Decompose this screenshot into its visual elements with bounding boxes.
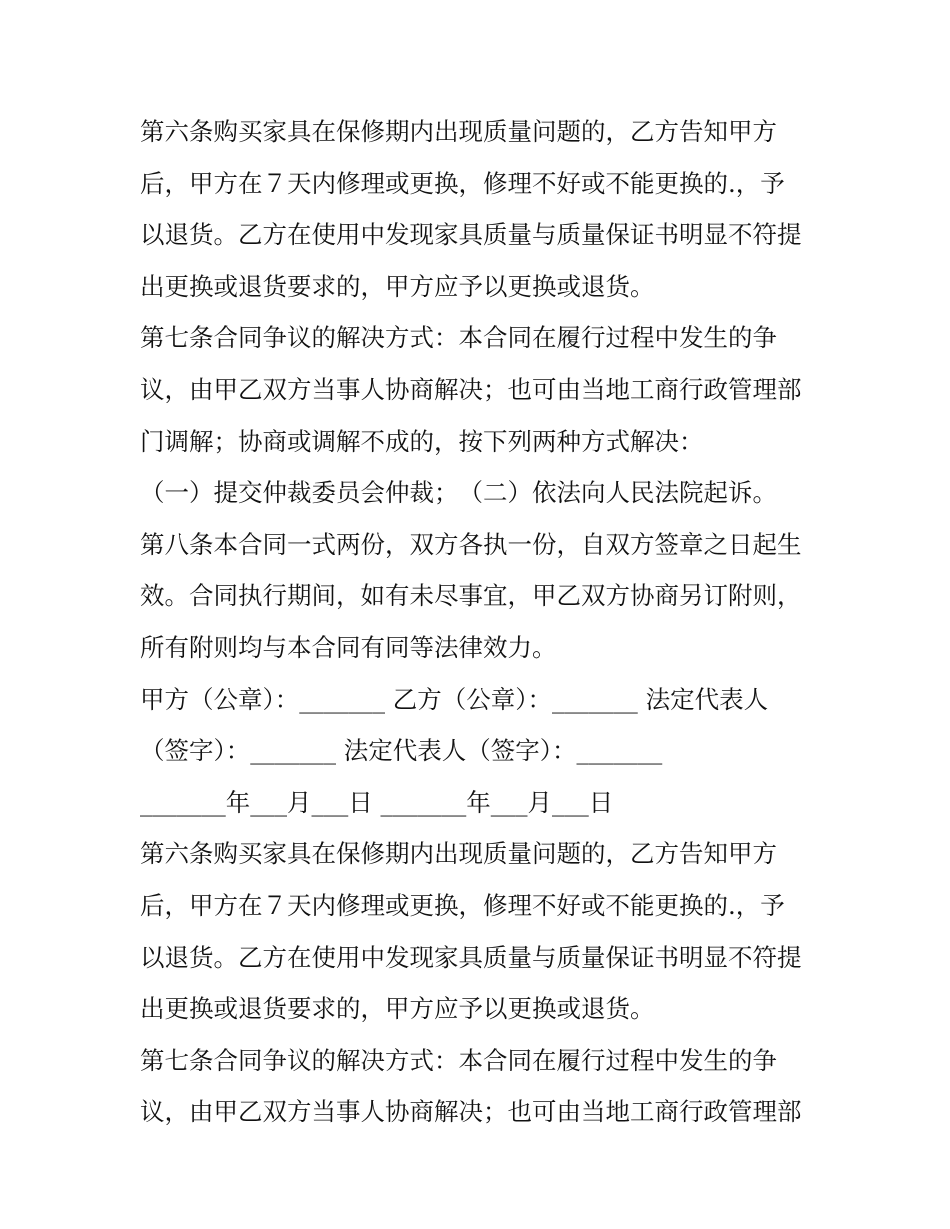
text-line: 以退货。乙方在使用中发现家具质量与质量保证书明显不符提 <box>140 220 802 250</box>
text-line: 第八条本合同一式两份，双方各执一份，自双方签章之日起生 <box>140 529 802 559</box>
text-line: 出更换或退货要求的，甲方应予以更换或退货。 <box>140 994 655 1024</box>
text-line: 门调解；协商或调解不成的，按下列两种方式解决： <box>140 426 704 456</box>
text-line: 第六条购买家具在保修期内出现质量问题的，乙方告知甲方 <box>140 839 777 869</box>
text-line: （一）提交仲裁委员会仲裁； （二）依法向人民法院起诉。 <box>140 478 777 508</box>
text-line: 第六条购买家具在保修期内出现质量问题的，乙方告知甲方 <box>140 117 777 146</box>
text-line: 第七条合同争议的解决方式：本合同在履行过程中发生的争 <box>140 323 777 353</box>
text-line: 议，由甲乙双方当事人协商解决；也可由当地工商行政管理部 <box>140 1097 802 1127</box>
text-line: 以退货。乙方在使用中发现家具质量与质量保证书明显不符提 <box>140 942 802 972</box>
text-line: 出更换或退货要求的，甲方应予以更换或退货。 <box>140 271 655 301</box>
contract-text <box>140 106 820 1138</box>
text-line: 所有附则均与本合同有同等法律效力。 <box>140 632 557 662</box>
date-line: _______年___月___日 _______年___月___日 <box>140 787 614 817</box>
text-line: 效。合同执行期间，如有未尽事宜，甲乙双方协商另订附则， <box>140 581 802 611</box>
signature-line: 甲方（公章）：_______ 乙方（公章）：_______ 法定代表人 <box>140 684 769 714</box>
text-line: 后，甲方在７天内修理或更换，修理不好或不能更换的.，予 <box>140 890 785 920</box>
text-line: 后，甲方在７天内修理或更换，修理不好或不能更换的.，予 <box>140 168 785 198</box>
text-line: 第七条合同争议的解决方式：本合同在履行过程中发生的争 <box>140 1045 777 1075</box>
text-line: 议，由甲乙双方当事人协商解决；也可由当地工商行政管理部 <box>140 374 802 404</box>
signature-line: （签字）：_______ 法定代表人（签字）：_______ <box>140 736 663 766</box>
